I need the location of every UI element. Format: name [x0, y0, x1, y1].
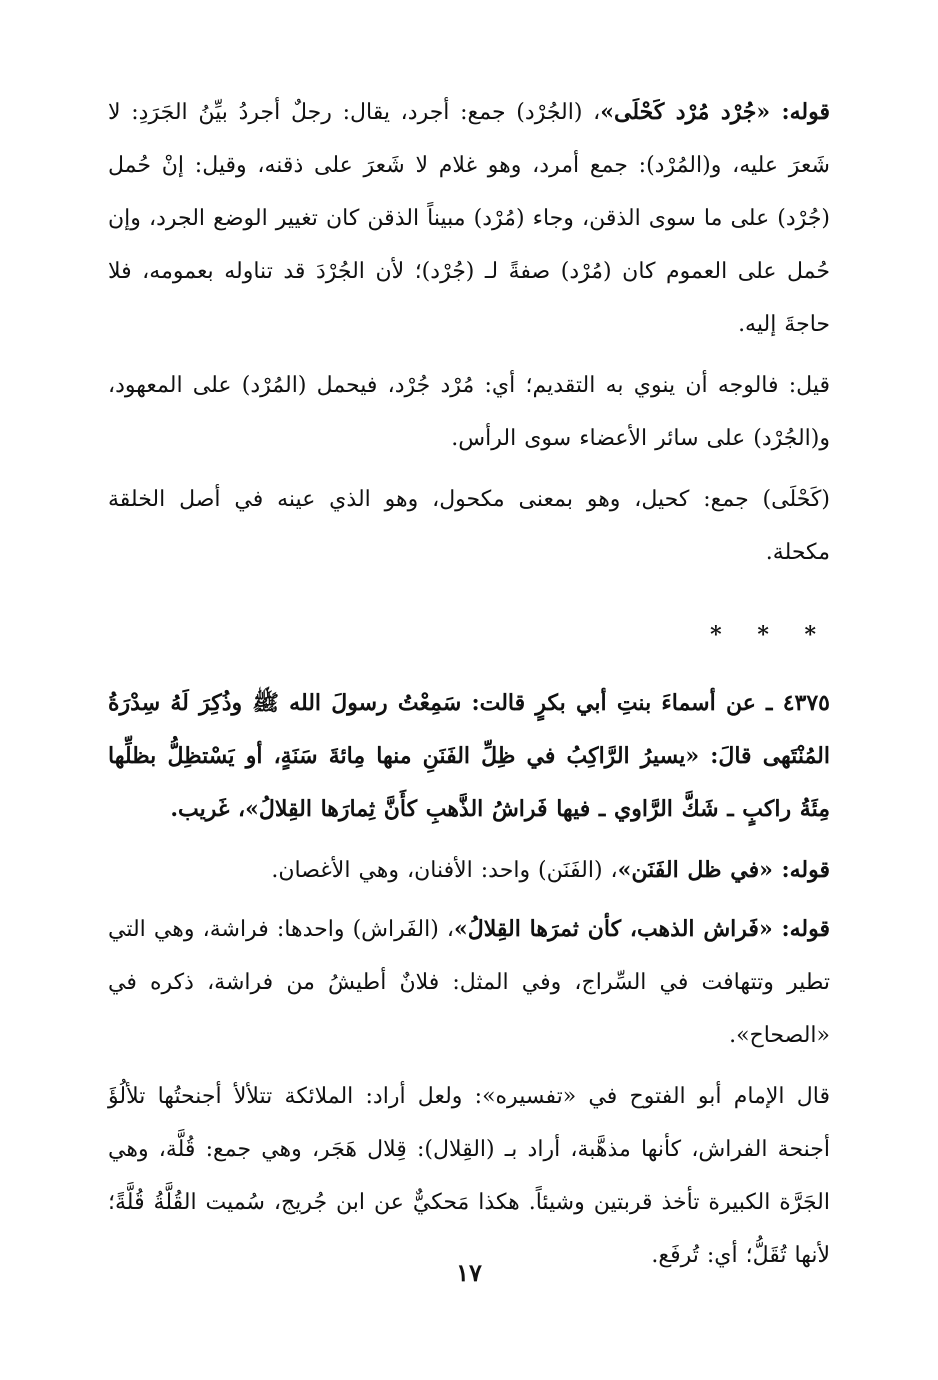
quoted-phrase: قوله: «جُرْد مُرْد كَحْلَى»: [600, 99, 830, 125]
paragraph-commentary-farash: [108, 903, 830, 1062]
paragraph-commentary-jurd: [108, 86, 830, 351]
quoted-phrase: قوله: «فَراش الذهب، كأن ثمرَها القِلالُ»: [454, 916, 830, 942]
hadith-text: ٤٣٧٥ ـ عن أسماءَ بنتِ أبي بكرٍ قالت: سَمِعْتُ رسولَ الله ﷺ وذُكِرَ لَهُ سِدْرَةُ المُنْتَهى قالَ: «يسيرُ الرَّاكِبُ في ظِلِّ الفَنَنِ منها مِائةَ سَنَةٍ، أو يَسْتظِلُّ بظلِّها مِئَةُ راكبٍ ـ شَكَّ الرَّاوي ـ فيها فَراشُ الذَّهبِ كأَنَّ ثِمارَها القِلالُ»، غَريب.: [108, 690, 830, 822]
quoted-phrase: قوله: «في ظل الفَنَن»: [617, 857, 830, 883]
paragraph-commentary-fanan: [108, 844, 830, 897]
paragraph-body: ، (الفَنَن) واحد: الأفنان، وهي الأغصان.: [271, 858, 618, 883]
paragraph-body: ، (الفَراش) واحدها: فراشة، وهي التي تطير وتتهافت في السِّراج، وفي المثل: فلانٌ أطيشُ من فراشة، ذكره في «الصحاح».: [108, 917, 830, 1048]
paragraph-body: ، (الجُرْد) جمع: أجرد، يقال: رجلٌ أجردُ بيِّنُ الجَرَدِ: لا شَعرَ عليه، و(المُرْد): جمع أمرد، وهو غلام لا شَعرَ على ذقنه، وقيل: إنْ حُمل (جُرْد) على ما سوى الذقن، وجاء (مُرْد) مبيناً الذقن كان تغيير الوضع الجرد، وإن حُمل على العموم كان (مُرْد) صفةً لـ (جُرْد)؛ لأن الجُرْدَ قد تناوله بعمومه، فلا حاجةَ إليه.: [108, 100, 830, 337]
page-text: [108, 86, 830, 1282]
paragraph-commentary-taqdim: قيل: فالوجه أن ينوي به التقديم؛ أي: مُرْد جُرْد، فيحمل (المُرْد) على المعهود، و(الجُرْد) على سائر الأعضاء سوى الرأس.: [108, 373, 830, 451]
section-separator: * * *: [710, 622, 830, 648]
page-number: ١٧: [456, 1258, 482, 1287]
paragraph-commentary-qilal: قال الإمام أبو الفتوح في «تفسيره»: ولعل أراد: الملائكة تتلألأ أجنحتُها تلألُؤَ أجنحة الفراش، كأنها مذهَّبة، أراد بـ (القِلال): قِلال هَجَر، وهي جمع: قُلَّة، وهي الجَرَّة الكبيرة تأخذ قربتين وشيئاً. هكذا مَحكيٌّ عن ابن جُريج، سُميت القُلَّةُ قُلَّةً؛ لأنها تُقَلُّ؛ أي: تُرفَع.: [108, 1084, 830, 1268]
paragraph-commentary-kahla: (كَحْلَى) جمع: كحيل، وهو بمعنى مكحول، وهو الذي عينه في أصل الخلقة مكحلة.: [108, 487, 830, 565]
